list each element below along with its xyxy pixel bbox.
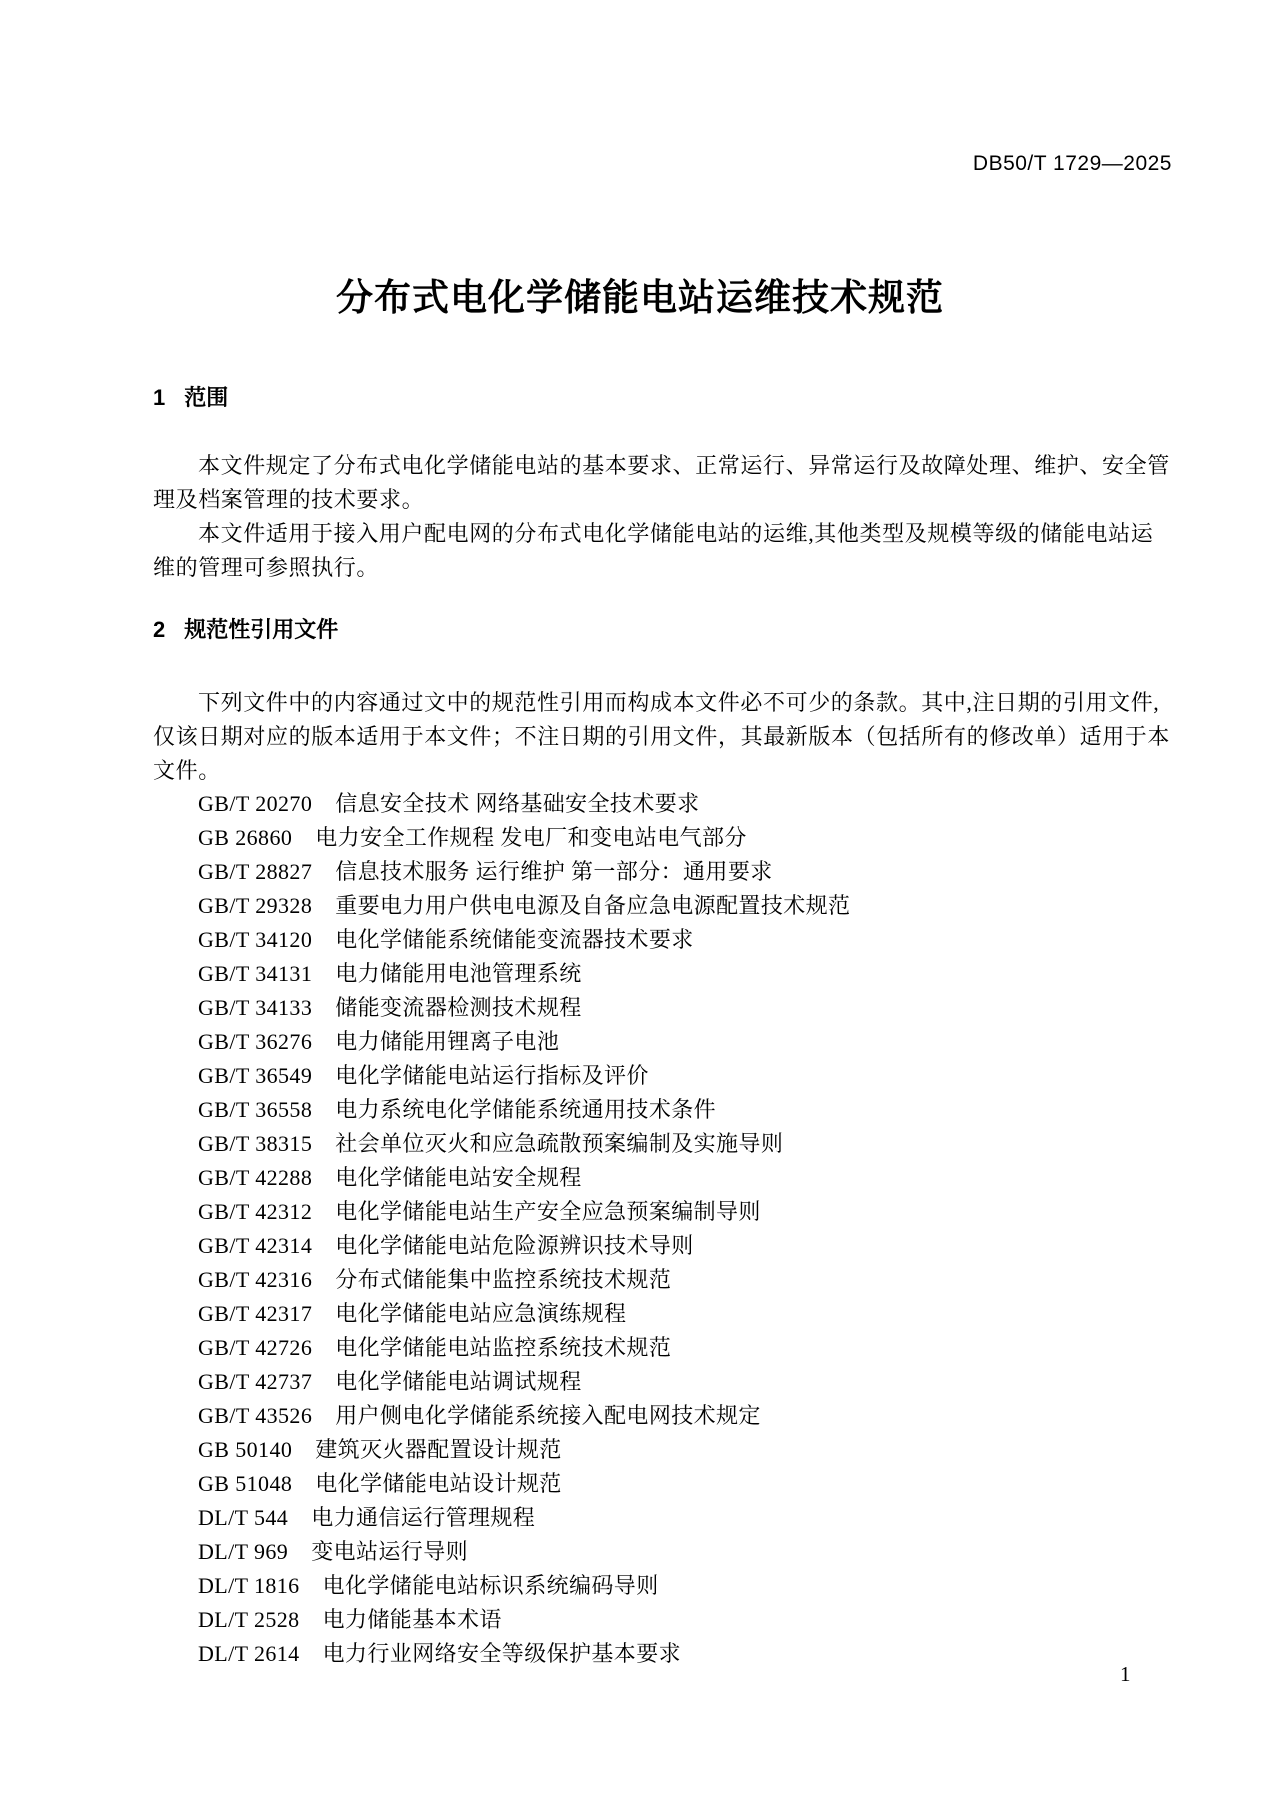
- reference-title: 电力储能用电池管理系统: [335, 961, 582, 986]
- reference-code: GB/T 36276: [198, 1029, 313, 1054]
- reference-title: 电化学储能电站监控系统技术规范: [335, 1335, 672, 1360]
- reference-title: 社会单位灭火和应急疏散预案编制及实施导则: [335, 1131, 784, 1156]
- reference-title: 电力储能基本术语: [322, 1607, 502, 1632]
- section-2-number: 2: [153, 617, 166, 642]
- reference-title: 电化学储能系统储能变流器技术要求: [335, 927, 694, 952]
- reference-code: GB/T 42317: [198, 1301, 313, 1326]
- reference-item: [198, 1297, 1198, 1331]
- reference-code: GB/T 34131: [198, 961, 313, 986]
- reference-item: [198, 855, 1198, 889]
- references-list: [198, 787, 1198, 1671]
- reference-title: 分布式储能集中监控系统技术规范: [335, 1267, 672, 1292]
- reference-item: [198, 1569, 1198, 1603]
- reference-item: [198, 1263, 1198, 1297]
- paragraph-line: 下列文件中的内容通过文中的规范性引用而构成本文件必不可少的条款。其中,注日期的引用文件,: [198, 690, 1160, 715]
- reference-item: [198, 1365, 1198, 1399]
- reference-item: [198, 1501, 1198, 1535]
- section-1-title: 范围: [184, 385, 229, 410]
- reference-title: 信息技术服务 运行维护 第一部分：通用要求: [335, 859, 773, 884]
- reference-title: 电力通信运行管理规程: [311, 1505, 536, 1530]
- reference-title: 电化学储能电站生产安全应急预案编制导则: [335, 1199, 761, 1224]
- reference-item: [198, 991, 1198, 1025]
- section-2-title: 规范性引用文件: [184, 617, 339, 642]
- paragraph-line: 维的管理可参照执行。: [153, 555, 380, 580]
- reference-item: [198, 1127, 1198, 1161]
- reference-item: [198, 787, 1198, 821]
- reference-title: 电力系统电化学储能系统通用技术条件: [335, 1097, 717, 1122]
- paragraph-line: 本文件规定了分布式电化学储能电站的基本要求、正常运行、异常运行及故障处理、维护、安全管: [198, 453, 1170, 478]
- reference-code: GB/T 20270: [198, 791, 313, 816]
- reference-title: 建筑灭火器配置设计规范: [315, 1437, 562, 1462]
- paragraph-line: 本文件适用于接入用户配电网的分布式电化学储能电站的运维,其他类型及规模等级的储能电站运: [198, 521, 1154, 546]
- reference-code: GB/T 43526: [198, 1403, 313, 1428]
- reference-code: GB 51048: [198, 1471, 293, 1496]
- reference-item: [198, 1433, 1198, 1467]
- reference-item: [198, 1467, 1198, 1501]
- reference-item: [198, 1535, 1198, 1569]
- page-number: 1: [1120, 1662, 1131, 1686]
- reference-item: [198, 1229, 1198, 1263]
- document-title: 分布式电化学储能电站运维技术规范: [336, 277, 944, 318]
- section-1-number: 1: [153, 385, 166, 410]
- reference-item: [198, 1161, 1198, 1195]
- section-1-heading: [153, 386, 228, 410]
- reference-code: GB/T 29328: [198, 893, 313, 918]
- reference-title: 电力储能用锂离子电池: [335, 1029, 560, 1054]
- reference-code: GB 50140: [198, 1437, 293, 1462]
- reference-code: GB/T 42288: [198, 1165, 313, 1190]
- reference-title: 储能变流器检测技术规程: [335, 995, 582, 1020]
- reference-code: GB/T 28827: [198, 859, 313, 884]
- reference-code: DL/T 2614: [198, 1641, 300, 1666]
- reference-code: GB/T 42316: [198, 1267, 313, 1292]
- reference-code: GB/T 34120: [198, 927, 313, 952]
- reference-title: 电化学储能电站运行指标及评价: [335, 1063, 649, 1088]
- reference-item: [198, 1331, 1198, 1365]
- reference-code: GB/T 34133: [198, 995, 313, 1020]
- reference-code: GB 26860: [198, 825, 293, 850]
- reference-title: 电化学储能电站应急演练规程: [335, 1301, 627, 1326]
- reference-title: 信息安全技术 网络基础安全技术要求: [335, 791, 700, 816]
- reference-code: GB/T 38315: [198, 1131, 313, 1156]
- reference-title: 电化学储能电站危险源辨识技术导则: [335, 1233, 694, 1258]
- reference-code: DL/T 544: [198, 1505, 289, 1530]
- reference-title: 电力安全工作规程 发电厂和变电站电气部分: [315, 825, 747, 850]
- reference-code: GB/T 36558: [198, 1097, 313, 1122]
- reference-code: DL/T 2528: [198, 1607, 300, 1632]
- paragraph-line: 理及档案管理的技术要求。: [153, 487, 425, 512]
- reference-item: [198, 957, 1198, 991]
- reference-item: [198, 923, 1198, 957]
- paragraph-line: 仅该日期对应的版本适用于本文件；不注日期的引用文件，其最新版本（包括所有的修改单）适用于本: [153, 724, 1171, 749]
- reference-code: GB/T 36549: [198, 1063, 313, 1088]
- reference-item: [198, 1637, 1198, 1671]
- scope-paragraph-1: [153, 449, 1193, 517]
- reference-code: GB/T 42737: [198, 1369, 313, 1394]
- reference-title: 电化学储能电站标识系统编码导则: [322, 1573, 659, 1598]
- reference-code: DL/T 1816: [198, 1573, 300, 1598]
- reference-title: 用户侧电化学储能系统接入配电网技术规定: [335, 1403, 761, 1428]
- reference-item: [198, 1093, 1198, 1127]
- reference-title: 重要电力用户供电电源及自备应急电源配置技术规范: [335, 893, 851, 918]
- reference-code: GB/T 42726: [198, 1335, 313, 1360]
- reference-title: 电化学储能电站安全规程: [335, 1165, 582, 1190]
- reference-item: [198, 1059, 1198, 1093]
- reference-title: 电力行业网络安全等级保护基本要求: [322, 1641, 681, 1666]
- reference-item: [198, 821, 1198, 855]
- reference-item: [198, 1195, 1198, 1229]
- section-2-heading: [153, 618, 338, 642]
- reference-title: 电化学储能电站调试规程: [335, 1369, 582, 1394]
- reference-code: GB/T 42314: [198, 1233, 313, 1258]
- reference-item: [198, 1399, 1198, 1433]
- reference-code: DL/T 969: [198, 1539, 289, 1564]
- doc-code-header: DB50/T 1729—2025: [972, 152, 1172, 175]
- references-intro-paragraph: [153, 686, 1193, 788]
- reference-code: GB/T 42312: [198, 1199, 313, 1224]
- paragraph-line: 文件。: [153, 758, 221, 783]
- reference-item: [198, 889, 1198, 923]
- reference-item: [198, 1025, 1198, 1059]
- reference-item: [198, 1603, 1198, 1637]
- scope-paragraph-2: [153, 517, 1193, 585]
- reference-title: 电化学储能电站设计规范: [315, 1471, 562, 1496]
- reference-title: 变电站运行导则: [311, 1539, 468, 1564]
